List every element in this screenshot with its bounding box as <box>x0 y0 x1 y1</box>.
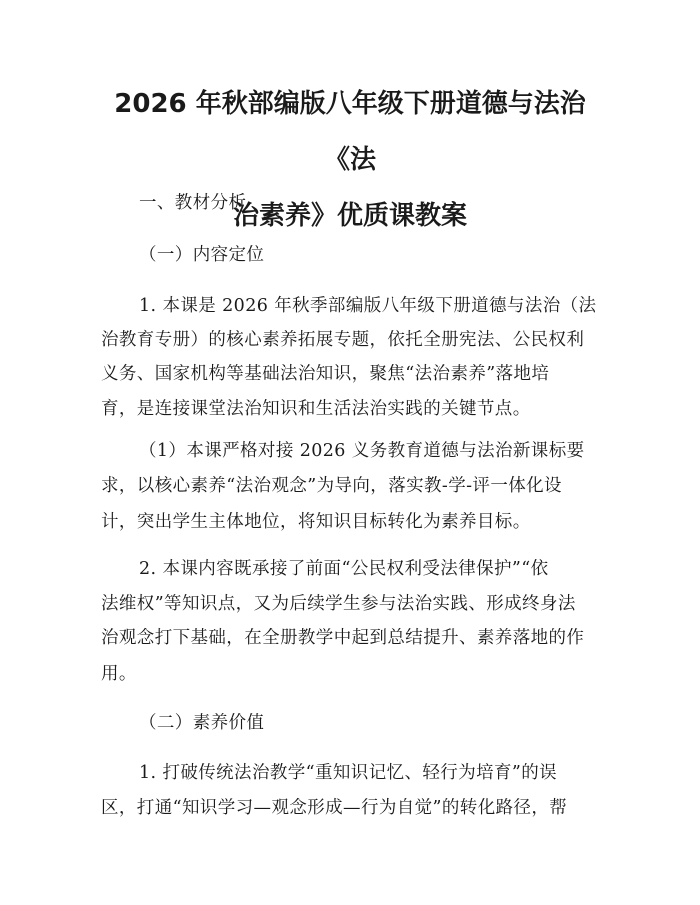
title-line-1: 2026 年秋部编版八年级下册道德与法治《法 <box>114 89 586 175</box>
paragraph-line: 2. 本课内容既承接了前面“公民权利受法律保护”“依 <box>139 559 549 579</box>
paragraph-line: 治教育专册）的核心素养拓展专题，依托全册宪法、公民权利 <box>101 330 585 350</box>
subsection-heading: （二）素养价值 <box>139 713 265 733</box>
section-heading: 一、教材分析 <box>139 193 247 213</box>
paragraph-line: 法维权”等知识点，又为后续学生参与法治实践、形成终身法 <box>101 594 576 614</box>
paragraph-line: 1. 本课是 2026 年秋季部编版八年级下册道德与法治（法 <box>139 296 597 316</box>
subsection-heading: （一）内容定位 <box>139 245 265 265</box>
paragraph-line: 义务、国家机构等基础法治知识，聚焦“法治素养”落地培 <box>101 364 550 384</box>
paragraph-line: 1. 打破传统法治教学“重知识记忆、轻行为培育”的误 <box>139 763 558 783</box>
paragraph-line: 治观念打下基础，在全册教学中起到总结提升、素养落地的作 <box>101 628 585 648</box>
paragraph-line: 用。 <box>101 664 137 684</box>
paragraph-line: 育，是连接课堂法治知识和生活法治实践的关键节点。 <box>101 399 531 419</box>
paragraph-line: 计，突出学生主体地位，将知识目标转化为素养目标。 <box>101 512 531 532</box>
paragraph-line: （1）本课严格对接 2026 义务教育道德与法治新课标要 <box>139 441 585 461</box>
paragraph-line: 区，打通“知识学习—观念形成—行为自觉”的转化路径，帮 <box>101 798 568 818</box>
paragraph-line: 求，以核心素养“法治观念”为导向，落实教-学-评一体化设 <box>101 476 562 496</box>
title-line-2: 治素养》优质课教案 <box>232 201 467 231</box>
